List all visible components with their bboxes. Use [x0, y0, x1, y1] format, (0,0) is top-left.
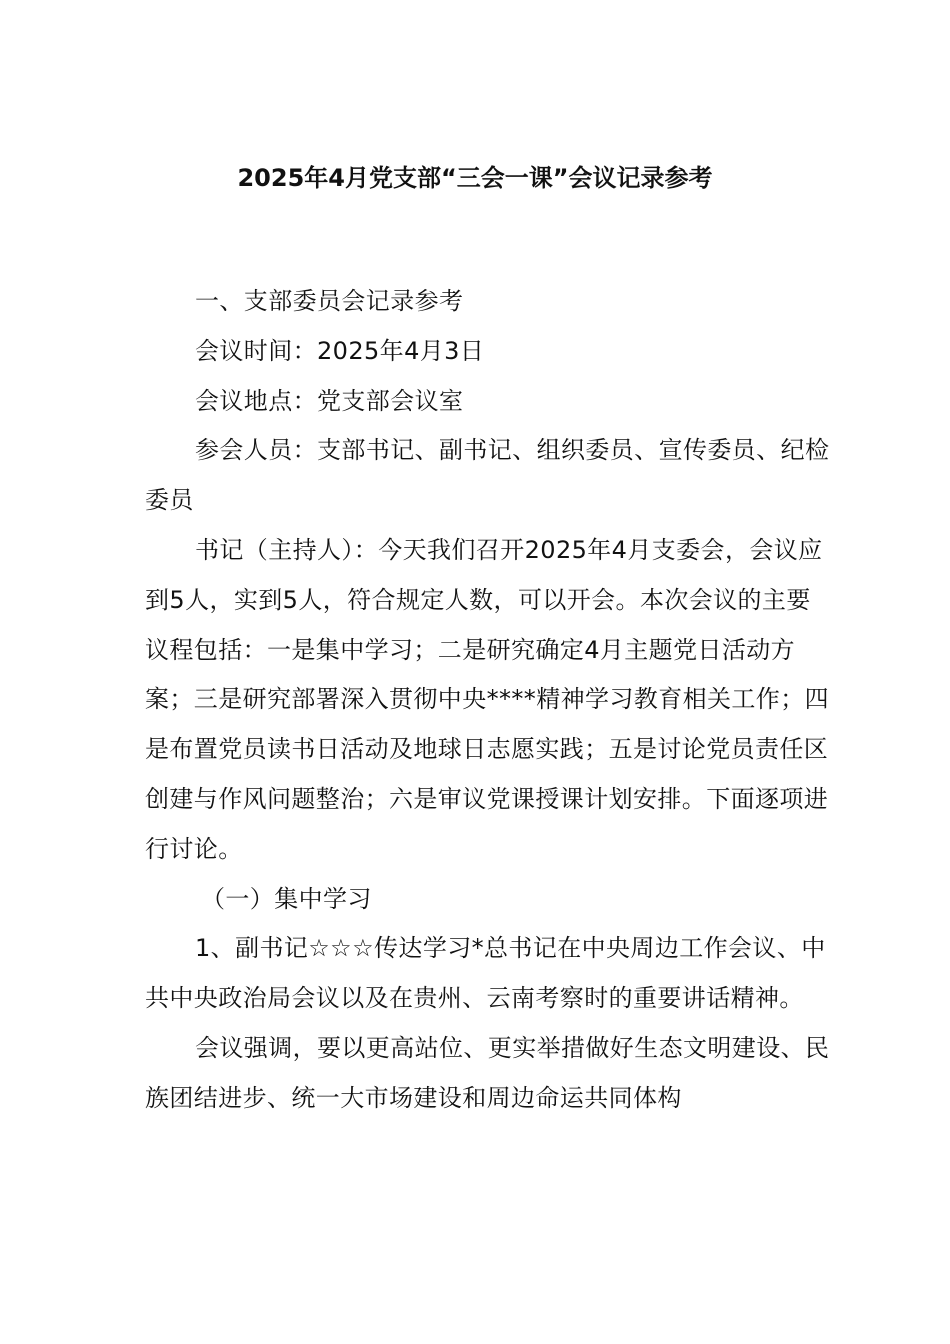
- host-statement: 书记（主持人）：今天我们召开2025年4月支委会，会议应到5人，实到5人，符合规定人数，可以开会。本次会议的主要议程包括：一是集中学习；二是研究确定4月主题党日活动方案；三是研究部署深入贯彻中央****精神学习教育相关工作；四是布置党员读书日活动及地球日志愿实践；五是讨论党员责任区创建与作风问题整治；六是审议党课授课计划安排。下面逐项进行讨论。: [145, 535, 829, 863]
- meeting-time: 会议时间：2025年4月3日: [195, 336, 485, 365]
- section-heading: 一、支部委员会记录参考: [195, 287, 464, 315]
- meeting-emphasis: 会议强调，要以更高站位、更实举措做好生态文明建设、民族团结进步、统一大市场建设和周边命运共同体构: [145, 1033, 830, 1112]
- attendees: 参会人员：支部书记、副书记、组织委员、宣传委员、纪检委员: [145, 436, 830, 515]
- study-item-1: 1、副书记☆☆☆传达学习*总书记在中央周边工作会议、中共中央政治局会议以及在贵州、云南考察时的重要讲话精神。: [145, 934, 826, 1013]
- document-body: [145, 277, 835, 1124]
- subsection-heading: （一）集中学习: [201, 884, 372, 913]
- document-title: 2025年4月党支部“三会一课”会议记录参考: [237, 164, 713, 192]
- meeting-location: 会议地点：党支部会议室: [195, 386, 464, 415]
